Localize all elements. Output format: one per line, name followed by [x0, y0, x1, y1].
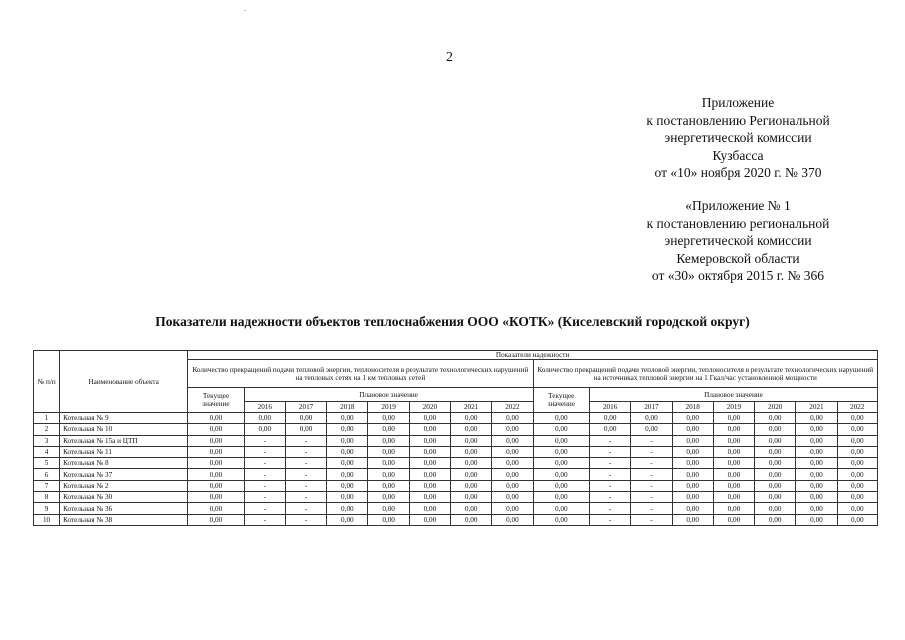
- cell-value: -: [631, 492, 672, 503]
- cell-value: 0,00: [713, 480, 754, 491]
- cell-value: 0,00: [533, 514, 589, 525]
- cell-value: 0,00: [409, 435, 450, 446]
- header-year: 2021: [451, 402, 492, 413]
- header-year: 2017: [285, 402, 326, 413]
- cell-value: 0,00: [755, 413, 796, 424]
- cell-value: -: [590, 469, 631, 480]
- cell-value: 0,00: [713, 492, 754, 503]
- cell-value: 0,00: [533, 469, 589, 480]
- header-num: № п/п: [34, 351, 60, 413]
- cell-object-name: Котельная № 38: [60, 514, 188, 525]
- cell-object-name: Котельная № 36: [60, 503, 188, 514]
- table-body: [34, 413, 878, 526]
- cell-value: 0,00: [244, 424, 285, 435]
- cell-num: 10: [34, 514, 60, 525]
- cell-value: 0,00: [837, 458, 877, 469]
- header-object-name: Наименование объекта: [60, 351, 188, 413]
- cell-num: 3: [34, 435, 60, 446]
- cell-value: 0,00: [492, 503, 533, 514]
- cell-value: 0,00: [672, 469, 713, 480]
- cell-value: 0,00: [327, 503, 368, 514]
- header-year: 2019: [713, 402, 754, 413]
- cell-value: 0,00: [188, 435, 244, 446]
- table-row: [34, 413, 878, 424]
- cell-value: -: [244, 435, 285, 446]
- cell-value: 0,00: [368, 424, 409, 435]
- cell-value: -: [244, 503, 285, 514]
- appendix-line: Кузбасса: [712, 147, 764, 163]
- cell-value: 0,00: [755, 492, 796, 503]
- cell-value: 0,00: [451, 480, 492, 491]
- cell-value: 0,00: [492, 424, 533, 435]
- cell-value: 0,00: [631, 424, 672, 435]
- cell-value: 0,00: [796, 435, 837, 446]
- cell-value: 0,00: [327, 492, 368, 503]
- cell-value: 0,00: [327, 514, 368, 525]
- cell-value: 0,00: [327, 480, 368, 491]
- cell-value: 0,00: [285, 424, 326, 435]
- cell-value: -: [631, 480, 672, 491]
- cell-value: 0,00: [796, 424, 837, 435]
- cell-value: 0,00: [755, 446, 796, 457]
- cell-value: 0,00: [188, 446, 244, 457]
- cell-value: 0,00: [409, 492, 450, 503]
- cell-value: 0,00: [672, 503, 713, 514]
- cell-value: 0,00: [533, 424, 589, 435]
- cell-value: 0,00: [713, 424, 754, 435]
- cell-value: 0,00: [285, 413, 326, 424]
- cell-value: 0,00: [409, 424, 450, 435]
- cell-value: 0,00: [188, 469, 244, 480]
- cell-value: -: [590, 503, 631, 514]
- cell-value: -: [590, 458, 631, 469]
- cell-value: 0,00: [713, 514, 754, 525]
- cell-value: 0,00: [672, 492, 713, 503]
- cell-value: -: [631, 514, 672, 525]
- cell-value: 0,00: [409, 503, 450, 514]
- cell-value: 0,00: [188, 424, 244, 435]
- cell-value: -: [285, 480, 326, 491]
- appendix-line: от «30» октября 2015 г. № 366: [651, 268, 825, 283]
- cell-value: 0,00: [368, 446, 409, 457]
- header-group-sources: Количество прекращений подачи тепловой энергии, теплоносителя в результате технологических нарушений на источниках тепловой энергии на 1 Гкал/час установленной мощности: [533, 360, 877, 388]
- cell-object-name: Котельная № 10: [60, 424, 188, 435]
- appendix-line: энергетической комиссии: [664, 130, 812, 145]
- cell-value: 0,00: [451, 503, 492, 514]
- cell-value: 0,00: [837, 435, 877, 446]
- cell-value: 0,00: [713, 458, 754, 469]
- cell-value: 0,00: [713, 503, 754, 514]
- cell-value: 0,00: [327, 435, 368, 446]
- cell-value: -: [244, 514, 285, 525]
- header-planned-value: Плановое значение: [590, 388, 878, 402]
- cell-value: 0,00: [796, 480, 837, 491]
- cell-object-name: Котельная № 37: [60, 469, 188, 480]
- header-year: 2021: [796, 402, 837, 413]
- cell-value: 0,00: [451, 469, 492, 480]
- cell-value: 0,00: [368, 514, 409, 525]
- cell-value: 0,00: [713, 435, 754, 446]
- cell-value: 0,00: [368, 469, 409, 480]
- cell-num: 2: [34, 424, 60, 435]
- cell-value: 0,00: [796, 492, 837, 503]
- cell-value: 0,00: [837, 514, 877, 525]
- table-row: [34, 492, 878, 503]
- header-year: 2022: [492, 402, 533, 413]
- cell-value: 0,00: [796, 514, 837, 525]
- appendix-line: Приложение: [701, 95, 775, 110]
- appendix-line: энергетической комиссии: [664, 233, 812, 248]
- header-year: 2022: [837, 402, 877, 413]
- cell-value: 0,00: [755, 458, 796, 469]
- cell-value: 0,00: [672, 446, 713, 457]
- cell-value: 0,00: [837, 492, 877, 503]
- cell-value: 0,00: [409, 458, 450, 469]
- header-year: 2020: [409, 402, 450, 413]
- cell-value: 0,00: [327, 424, 368, 435]
- cell-value: 0,00: [492, 413, 533, 424]
- cell-value: 0,00: [451, 492, 492, 503]
- cell-value: 0,00: [837, 503, 877, 514]
- appendix-line: к постановлению Региональной: [646, 112, 830, 128]
- cell-value: 0,00: [713, 469, 754, 480]
- table-row: [34, 435, 878, 446]
- header-year: 2016: [244, 402, 285, 413]
- table-row: [34, 514, 878, 525]
- cell-value: 0,00: [631, 413, 672, 424]
- cell-value: 0,00: [837, 480, 877, 491]
- cell-object-name: Котельная № 9: [60, 413, 188, 424]
- cell-value: 0,00: [409, 480, 450, 491]
- cell-value: -: [244, 458, 285, 469]
- cell-value: 0,00: [713, 446, 754, 457]
- cell-value: 0,00: [796, 469, 837, 480]
- cell-value: -: [244, 446, 285, 457]
- cell-num: 4: [34, 446, 60, 457]
- table-row: [34, 446, 878, 457]
- cell-value: 0,00: [672, 480, 713, 491]
- cell-value: 0,00: [533, 413, 589, 424]
- cell-value: 0,00: [188, 480, 244, 491]
- cell-value: 0,00: [451, 424, 492, 435]
- cell-value: -: [285, 492, 326, 503]
- cell-value: 0,00: [533, 492, 589, 503]
- appendix-header-2015: [623, 197, 853, 285]
- cell-value: -: [631, 446, 672, 457]
- cell-value: 0,00: [533, 480, 589, 491]
- cell-value: 0,00: [188, 413, 244, 424]
- cell-value: 0,00: [368, 413, 409, 424]
- scan-speck: [244, 10, 246, 11]
- cell-value: 0,00: [713, 413, 754, 424]
- page-number: 2: [446, 50, 453, 65]
- cell-value: 0,00: [368, 480, 409, 491]
- reliability-table: [33, 350, 878, 526]
- cell-value: -: [590, 435, 631, 446]
- cell-value: 0,00: [837, 413, 877, 424]
- cell-value: -: [590, 446, 631, 457]
- cell-value: 0,00: [188, 492, 244, 503]
- header-current-value: Текущее значение: [533, 388, 589, 413]
- appendix-header-2020: [623, 94, 853, 182]
- table-row: [34, 503, 878, 514]
- cell-value: 0,00: [837, 469, 877, 480]
- header-current-value: Текущее значение: [188, 388, 244, 413]
- appendix-line: к постановлению региональной: [646, 215, 830, 231]
- cell-value: 0,00: [755, 469, 796, 480]
- cell-object-name: Котельная № 8: [60, 458, 188, 469]
- appendix-line: «Приложение № 1: [685, 198, 791, 213]
- cell-num: 1: [34, 413, 60, 424]
- cell-value: 0,00: [796, 446, 837, 457]
- cell-value: 0,00: [492, 492, 533, 503]
- cell-value: -: [631, 469, 672, 480]
- header-planned-value: Плановое значение: [244, 388, 533, 402]
- cell-value: 0,00: [755, 435, 796, 446]
- cell-value: 0,00: [188, 514, 244, 525]
- cell-value: 0,00: [409, 514, 450, 525]
- cell-object-name: Котельная № 30: [60, 492, 188, 503]
- cell-value: 0,00: [451, 413, 492, 424]
- cell-value: 0,00: [837, 424, 877, 435]
- table-row: [34, 458, 878, 469]
- cell-value: 0,00: [492, 435, 533, 446]
- header-year: 2018: [327, 402, 368, 413]
- cell-value: -: [285, 469, 326, 480]
- cell-value: 0,00: [492, 458, 533, 469]
- cell-object-name: Котельная № 11: [60, 446, 188, 457]
- cell-value: 0,00: [327, 446, 368, 457]
- cell-value: -: [285, 458, 326, 469]
- cell-num: 5: [34, 458, 60, 469]
- cell-value: 0,00: [188, 458, 244, 469]
- cell-object-name: Котельная № 2: [60, 480, 188, 491]
- cell-value: -: [285, 503, 326, 514]
- cell-value: 0,00: [188, 503, 244, 514]
- cell-value: 0,00: [451, 446, 492, 457]
- table-header: [34, 351, 878, 413]
- table-row: [34, 480, 878, 491]
- cell-value: 0,00: [368, 435, 409, 446]
- cell-value: 0,00: [492, 469, 533, 480]
- header-indicators: Показатели надежности: [188, 351, 878, 360]
- cell-value: 0,00: [533, 435, 589, 446]
- header-year: 2017: [631, 402, 672, 413]
- header-year: 2019: [368, 402, 409, 413]
- cell-value: 0,00: [837, 446, 877, 457]
- cell-value: 0,00: [327, 413, 368, 424]
- cell-value: 0,00: [327, 458, 368, 469]
- header-year: 2020: [755, 402, 796, 413]
- header-group-networks: Количество прекращений подачи тепловой энергии, теплоносителя в результате технологических нарушений на тепловых сетях на 1 км тепловых сетей: [188, 360, 533, 388]
- cell-value: 0,00: [755, 424, 796, 435]
- table-row: [34, 424, 878, 435]
- cell-num: 8: [34, 492, 60, 503]
- cell-value: 0,00: [409, 446, 450, 457]
- cell-value: 0,00: [755, 480, 796, 491]
- cell-value: 0,00: [533, 503, 589, 514]
- cell-value: 0,00: [451, 435, 492, 446]
- cell-value: 0,00: [409, 413, 450, 424]
- cell-value: 0,00: [492, 480, 533, 491]
- cell-num: 6: [34, 469, 60, 480]
- cell-num: 9: [34, 503, 60, 514]
- cell-value: -: [631, 503, 672, 514]
- cell-value: -: [631, 435, 672, 446]
- cell-value: -: [590, 514, 631, 525]
- cell-value: 0,00: [590, 424, 631, 435]
- cell-value: 0,00: [451, 458, 492, 469]
- cell-value: 0,00: [533, 458, 589, 469]
- appendix-line: Кемеровской области: [676, 250, 800, 266]
- cell-value: 0,00: [590, 413, 631, 424]
- cell-value: -: [244, 492, 285, 503]
- cell-value: -: [590, 492, 631, 503]
- cell-value: -: [590, 480, 631, 491]
- cell-value: 0,00: [796, 458, 837, 469]
- cell-value: 0,00: [796, 413, 837, 424]
- cell-num: 7: [34, 480, 60, 491]
- cell-value: 0,00: [533, 446, 589, 457]
- cell-value: 0,00: [796, 503, 837, 514]
- cell-value: 0,00: [755, 503, 796, 514]
- header-year: 2018: [672, 402, 713, 413]
- cell-value: 0,00: [368, 458, 409, 469]
- cell-value: -: [244, 480, 285, 491]
- cell-value: 0,00: [451, 514, 492, 525]
- document-title: Показатели надежности объектов теплоснабжения ООО «КОТК» (Киселевский городской округ): [155, 314, 750, 329]
- cell-object-name: Котельная № 15а и ЦТП: [60, 435, 188, 446]
- cell-value: 0,00: [368, 492, 409, 503]
- cell-value: 0,00: [672, 424, 713, 435]
- cell-value: -: [244, 469, 285, 480]
- cell-value: 0,00: [672, 413, 713, 424]
- cell-value: -: [285, 435, 326, 446]
- cell-value: -: [631, 458, 672, 469]
- cell-value: 0,00: [672, 514, 713, 525]
- cell-value: 0,00: [327, 469, 368, 480]
- cell-value: -: [285, 514, 326, 525]
- cell-value: 0,00: [672, 458, 713, 469]
- cell-value: 0,00: [409, 469, 450, 480]
- cell-value: 0,00: [755, 514, 796, 525]
- cell-value: 0,00: [368, 503, 409, 514]
- appendix-line: от «10» ноября 2020 г. № 370: [654, 165, 822, 180]
- cell-value: 0,00: [492, 514, 533, 525]
- cell-value: 0,00: [244, 413, 285, 424]
- table-row: [34, 469, 878, 480]
- cell-value: 0,00: [672, 435, 713, 446]
- cell-value: -: [285, 446, 326, 457]
- cell-value: 0,00: [492, 446, 533, 457]
- header-year: 2016: [590, 402, 631, 413]
